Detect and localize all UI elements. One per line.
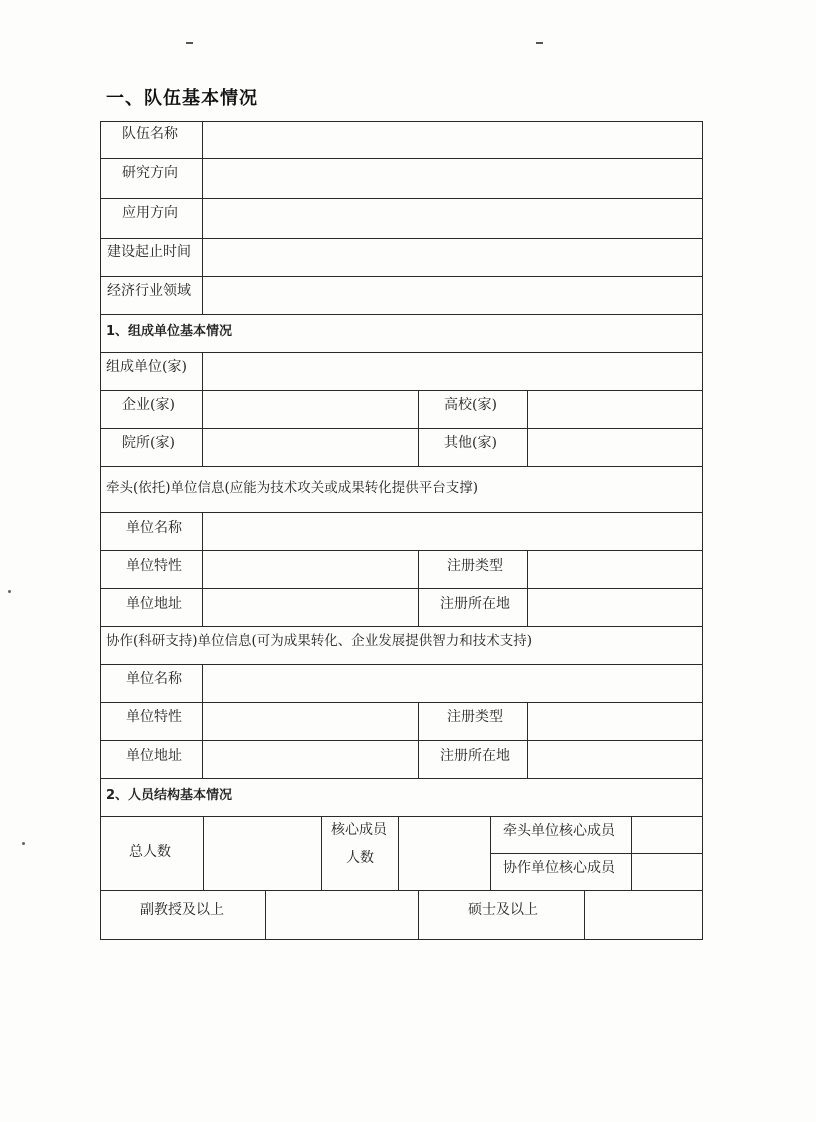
page-title: 一、队伍基本情况 — [106, 88, 258, 109]
label-other: 其他(家) — [444, 435, 497, 451]
label-lead-unit-address: 单位地址 — [126, 596, 182, 612]
coop-core-members-field[interactable] — [632, 854, 702, 890]
member-units-field[interactable] — [203, 353, 702, 390]
economic-sector-field[interactable] — [203, 277, 702, 314]
label-application-direction: 应用方向 — [122, 205, 178, 221]
total-people-field[interactable] — [204, 817, 321, 890]
label-research-direction: 研究方向 — [122, 165, 178, 181]
label-institute: 院所(家) — [122, 435, 175, 451]
enterprise-field[interactable] — [203, 391, 418, 428]
coop-reg-location-field[interactable] — [528, 741, 702, 778]
assoc-prof-field[interactable] — [266, 891, 418, 939]
other-field[interactable] — [528, 429, 702, 466]
application-direction-field[interactable] — [203, 199, 702, 238]
team-name-field[interactable] — [203, 122, 702, 158]
coop-unit-name-field[interactable] — [203, 665, 702, 702]
section-1-heading: 1、组成单位基本情况 — [106, 324, 233, 339]
university-field[interactable] — [528, 391, 702, 428]
lead-reg-type-field[interactable] — [528, 551, 702, 588]
core-members-field[interactable] — [399, 817, 490, 890]
label-lead-reg-location: 注册所在地 — [440, 596, 510, 612]
coop-unit-address-field[interactable] — [203, 741, 418, 778]
coop-unit-heading: 协作(科研支持)单位信息(可为成果转化、企业发展提供智力和技术支持) — [106, 633, 533, 649]
section-2-heading: 2、人员结构基本情况 — [106, 788, 233, 803]
label-economic-sector: 经济行业领域 — [107, 283, 191, 299]
label-core-members-line1: 核心成员 — [331, 822, 387, 838]
label-coop-reg-type: 注册类型 — [447, 709, 503, 725]
lead-unit-name-field[interactable] — [203, 513, 702, 550]
lead-unit-nature-field[interactable] — [203, 551, 418, 588]
label-team-name: 队伍名称 — [122, 126, 178, 142]
lead-core-members-field[interactable] — [632, 817, 702, 853]
label-construction-period: 建设起止时间 — [107, 244, 191, 260]
coop-unit-nature-field[interactable] — [203, 703, 418, 740]
coop-reg-type-field[interactable] — [528, 703, 702, 740]
label-enterprise: 企业(家) — [122, 397, 175, 413]
lead-unit-heading: 牵头(依托)单位信息(应能为技术攻关或成果转化提供平台支撑) — [106, 480, 479, 496]
label-assoc-prof: 副教授及以上 — [140, 902, 224, 918]
label-core-members-line2: 人数 — [346, 850, 374, 866]
label-member-units: 组成单位(家) — [106, 359, 187, 375]
masters-field[interactable] — [585, 891, 702, 939]
label-coop-core-members: 协作单位核心成员 — [503, 860, 615, 876]
label-coop-unit-name: 单位名称 — [126, 671, 182, 687]
label-total-people: 总人数 — [129, 844, 171, 860]
lead-reg-location-field[interactable] — [528, 589, 702, 626]
label-coop-unit-address: 单位地址 — [126, 748, 182, 764]
label-lead-unit-name: 单位名称 — [126, 520, 182, 536]
label-masters: 硕士及以上 — [468, 902, 538, 918]
label-lead-reg-type: 注册类型 — [447, 558, 503, 574]
institute-field[interactable] — [203, 429, 418, 466]
construction-period-field[interactable] — [203, 239, 702, 276]
label-coop-unit-nature: 单位特性 — [126, 709, 182, 725]
label-lead-unit-nature: 单位特性 — [126, 558, 182, 574]
research-direction-field[interactable] — [203, 159, 702, 198]
label-coop-reg-location: 注册所在地 — [440, 748, 510, 764]
label-lead-core-members: 牵头单位核心成员 — [503, 823, 615, 839]
lead-unit-address-field[interactable] — [203, 589, 418, 626]
label-university: 高校(家) — [444, 397, 497, 413]
